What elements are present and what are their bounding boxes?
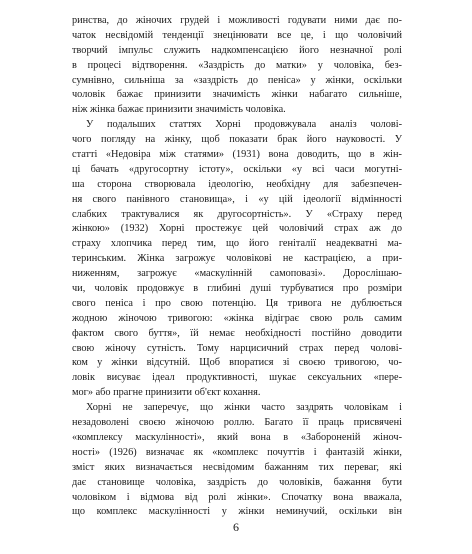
text-line: чаток несвідомій тенденції знецінювати все це, і що чоловічий xyxy=(72,29,402,41)
text-line: мог» або прагне принизити об'єкт кохання. xyxy=(72,387,261,399)
text-line: фактом свого буття», їй немає необхідності постійно доводити xyxy=(72,327,402,339)
text-line: чоловіком і відмова від ролі жінки». Спочатку вона вважала, xyxy=(72,491,402,503)
text-line: ловік висуває ідеал продуктивності, шукає сексуальних «пере- xyxy=(72,372,402,384)
page-body xyxy=(72,14,402,520)
text-line: ня свого панівного становища», і «у цій ідеології відмінності xyxy=(72,193,402,205)
text-line: У подальших статтях Хорні продовжувала аналіз чолові- xyxy=(86,119,402,131)
text-line: свою жіночу сутність. Тому нарцисичний страх перед чолові- xyxy=(72,342,402,354)
text-line: ком у жінки відсутній. Щоб впоратися зі своєю тривогою, чо- xyxy=(72,357,402,369)
text-line: Хорні не заперечує, що жінки часто заздрять чоловікам і xyxy=(86,402,402,414)
paragraph xyxy=(72,401,402,520)
text-line: що комплекс маскулінності у жінки неминучий, оскільки він xyxy=(72,506,402,518)
paragraph xyxy=(72,118,402,401)
text-line: свого пеніса і про свою потенцію. Ця тривога не дублюється xyxy=(72,297,402,309)
text-line: теринським. Жінка загрожує чоловікові не кастрацією, а при- xyxy=(72,253,402,265)
text-line: зміст яких визначається несвідомим бажанням тих переваг, які xyxy=(72,461,402,473)
text-line: чого погляду на жінку, щоб показати брак його науковості. У xyxy=(72,134,402,146)
text-line: незадоволені своєю жіночою роллю. Багато її праць присвячені xyxy=(72,417,402,429)
page-number: 6 xyxy=(233,520,239,534)
text-line: творчий імпульс служить надкомпенсацією його незначної ролі xyxy=(72,44,402,56)
paragraph xyxy=(72,14,402,118)
text-line: в процесі відтворення. «Заздрість до матки» у чоловіка, без- xyxy=(72,59,402,71)
text-line: чи, чоловік продовжує в глибині душі турбуватися про розміри xyxy=(72,283,402,295)
text-line: ринства, до жіночих грудей і можливості годувати ними дає по- xyxy=(72,15,402,26)
text-line: чоловік бажає принизити значимість жінки набагато сильніше, xyxy=(72,89,402,101)
text-line: слабких трактувалися як другосортність». У «Страху перед xyxy=(72,208,402,220)
text-line: сумнівно, сильніша за «заздрість до пеніса» у жінки, оскільки xyxy=(72,74,402,86)
text-line: «комплексу маскулінності», який вона в «Забороненій жіноч- xyxy=(72,431,402,443)
text-line: ша сторона створювала ідеологію, необхідну для забезпечен- xyxy=(72,178,402,190)
text-line: ці бачать «другосортну істоту», оскільки «у всі часи могутні- xyxy=(72,163,402,175)
text-line: дає становище чоловіка, заздрість до чоловіків, бажання бути xyxy=(72,476,402,488)
text-line: ності» (1926) визначає як «комплекс почуттів і фантазій жінки, xyxy=(72,446,402,458)
text-line: статті «Недовіра між статями» (1931) вона доводить, що в жін- xyxy=(72,149,402,161)
text-line: страху хлопчика перед тим, що його геніталії неадекватні ма- xyxy=(72,238,402,250)
text-line: жінкою» (1932) Хорні простежує цей чоловічий страх аж до xyxy=(72,223,402,235)
text-line: ниженням, загрожує «маскулінній самоповазі». Дорослішаю- xyxy=(72,268,402,280)
text-line: ніж жінка бажає принизити значимість чоловіка. xyxy=(72,104,286,116)
text-line: жодною жіночою тривогою: «жінка відіграє свою роль самим xyxy=(72,312,402,324)
